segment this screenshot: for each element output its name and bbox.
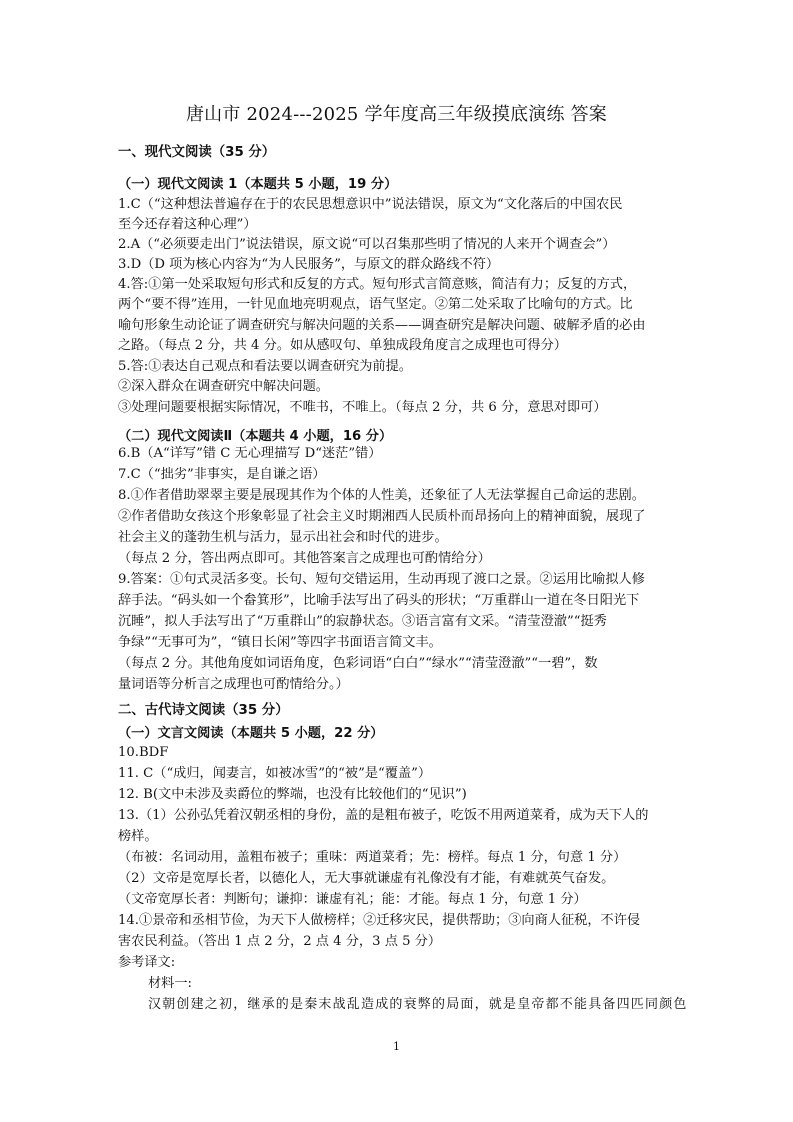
answer-line: （布被：名词动用，盖粗布被子；重味：两道菜肴；先：榜样。每点 1 分，句意 1 分）	[118, 850, 627, 865]
section-heading-modern-reading: 一、现代文阅读（35 分）	[118, 145, 276, 160]
answer-line: 至今还存着这种心理”）	[118, 217, 257, 232]
answer-line: 争绿”“无事可为”，“镇日长闲”等四字书面语言简文丰。	[118, 635, 442, 650]
answer-line: 量词语等分析言之成理也可酌情给分。）	[118, 677, 349, 692]
answer-line: 8.①作者借助翠翠主要是展现其作为个体的人性美，还象征了人无法掌握自己命运的悲剧。	[118, 488, 645, 503]
answer-line: 社会主义的蓬勃生机与活力，显示出社会和时代的进步。	[118, 530, 448, 545]
answer-line: （文帝宽厚长者：判断句；谦抑：谦虚有礼；能：才能。每点 1 分，句意 1 分）	[118, 892, 587, 907]
answer-line: 9.答案：①句式灵活多变。长句、短句交错运用，生动再现了渡口之景。②运用比喻拟人修	[118, 572, 645, 587]
answer-line: 喻句形象生动论证了调查研究与解决问题的关系——调查研究是解决问题、破解矛盾的必由	[118, 318, 646, 333]
answer-line: （每点 2 分。其他角度如词语角度，色彩词语“白白”“绿水”“清莹澄澈”“一碧”，数	[118, 656, 598, 671]
section-heading-classical-reading: 二、古代诗文阅读（35 分）	[118, 703, 289, 718]
answer-line: 5.答:①表达自己观点和看法要以调查研究为前提。	[118, 359, 412, 374]
answer-line: 7.C（“拙劣”非事实，是自谦之语）	[118, 467, 326, 482]
answer-line: 参考译文:	[118, 955, 176, 970]
answer-line: （2）文帝是宽厚长者，以德化人，无大事就谦虚有礼像没有才能，有难就英气奋发。	[118, 871, 615, 886]
answer-line: 11. C（“成归，闻妻言，如被冰雪”的“被”是“覆盖”）	[118, 766, 432, 781]
answer-line: 10.BDF	[118, 745, 169, 760]
answer-line: 14.①景帝和丞相节俭，为天下人做榜样；②迁移灾民，提供帮助；③向商人征税，不许侵	[118, 913, 641, 928]
answer-line: ②深入群众在调查研究中解决问题。	[118, 379, 329, 394]
translation-line: 汉朝创建之初，继承的是秦末战乱造成的衰弊的局面，就是皇帝都不能具备四匹同颜色	[148, 997, 688, 1012]
answer-line: 6.B（A“详写”错 C 无心理描写 D“迷茫”错）	[118, 446, 382, 461]
answer-line: 13.（1）公孙弘凭着汉朝丞相的身份，盖的是粗布被子，吃饭不用两道菜肴，成为天下人的	[118, 808, 649, 823]
answer-line: 3.D（D 项为核心内容为“为人民服务”，与原文的群众路线不符）	[118, 257, 500, 272]
page-title: 唐山市 2024---2025 学年度高三年级摸底演练 答案	[185, 104, 608, 125]
answer-line: 辞手法。“码头如一个畚箕形”，比喻手法写出了码头的形状；“万重群山一道在冬日阳光下	[118, 593, 640, 608]
answer-line: ②作者借助女孩这个形象彰显了社会主义时期湘西人民质朴而昂扬向上的精神面貌，展现了	[118, 509, 646, 524]
answer-line: 害农民利益。（答出 1 点 2 分，2 点 4 分，3 点 5 分）	[118, 934, 442, 949]
answer-line: 4.答:①第一处采取短句形式和反复的方式。短句形式言简意赅，简洁有力；反复的方式，	[118, 277, 637, 292]
answer-line: 沉睡”，拟人手法写出了“万重群山”的寂静状态。③语言富有文采。“清莹澄澈”“挺秀	[118, 614, 607, 629]
answer-line: 12. B(文中未涉及卖爵位的弊端，也没有比较他们的“见识”)	[118, 787, 467, 802]
answer-line: ③处理问题要根据实际情况，不唯书，不唯上。（每点 2 分，共 6 分，意思对即可）	[118, 400, 607, 415]
answer-line: 之路。（每点 2 分，共 4 分。如从感叹句、单独成段角度言之成理也可得分）	[118, 338, 567, 353]
answer-line: 1.C（“这种想法普遍存在于的农民思想意识中”说法错误，原文为“文化落后的中国农民	[118, 197, 623, 212]
answer-line: 榜样。	[118, 829, 158, 844]
page-number: 1	[393, 1040, 400, 1053]
answer-line: 2.A（“必须要走出门”说法错误，原文说“可以召集那些明了情况的人来开个调查会”）	[118, 237, 616, 252]
subsection-heading-reading-2: （二）现代文阅读Ⅱ（本题共 4 小题，16 分）	[118, 429, 393, 444]
answer-line: （每点 2 分，答出两点即可。其他答案言之成理也可酌情给分）	[118, 551, 491, 566]
subsection-heading-reading-1: （一）现代文阅读 1（本题共 5 小题，19 分）	[118, 177, 398, 192]
answer-line: 材料一:	[148, 976, 193, 991]
answer-line: 两个“要不得”连用，一针见血地亮明观点，语气坚定。②第二处采取了比喻句的方式。比	[118, 297, 633, 312]
subsection-heading-classical-prose: （一）文言文阅读（本题共 5 小题，22 分）	[118, 726, 384, 741]
